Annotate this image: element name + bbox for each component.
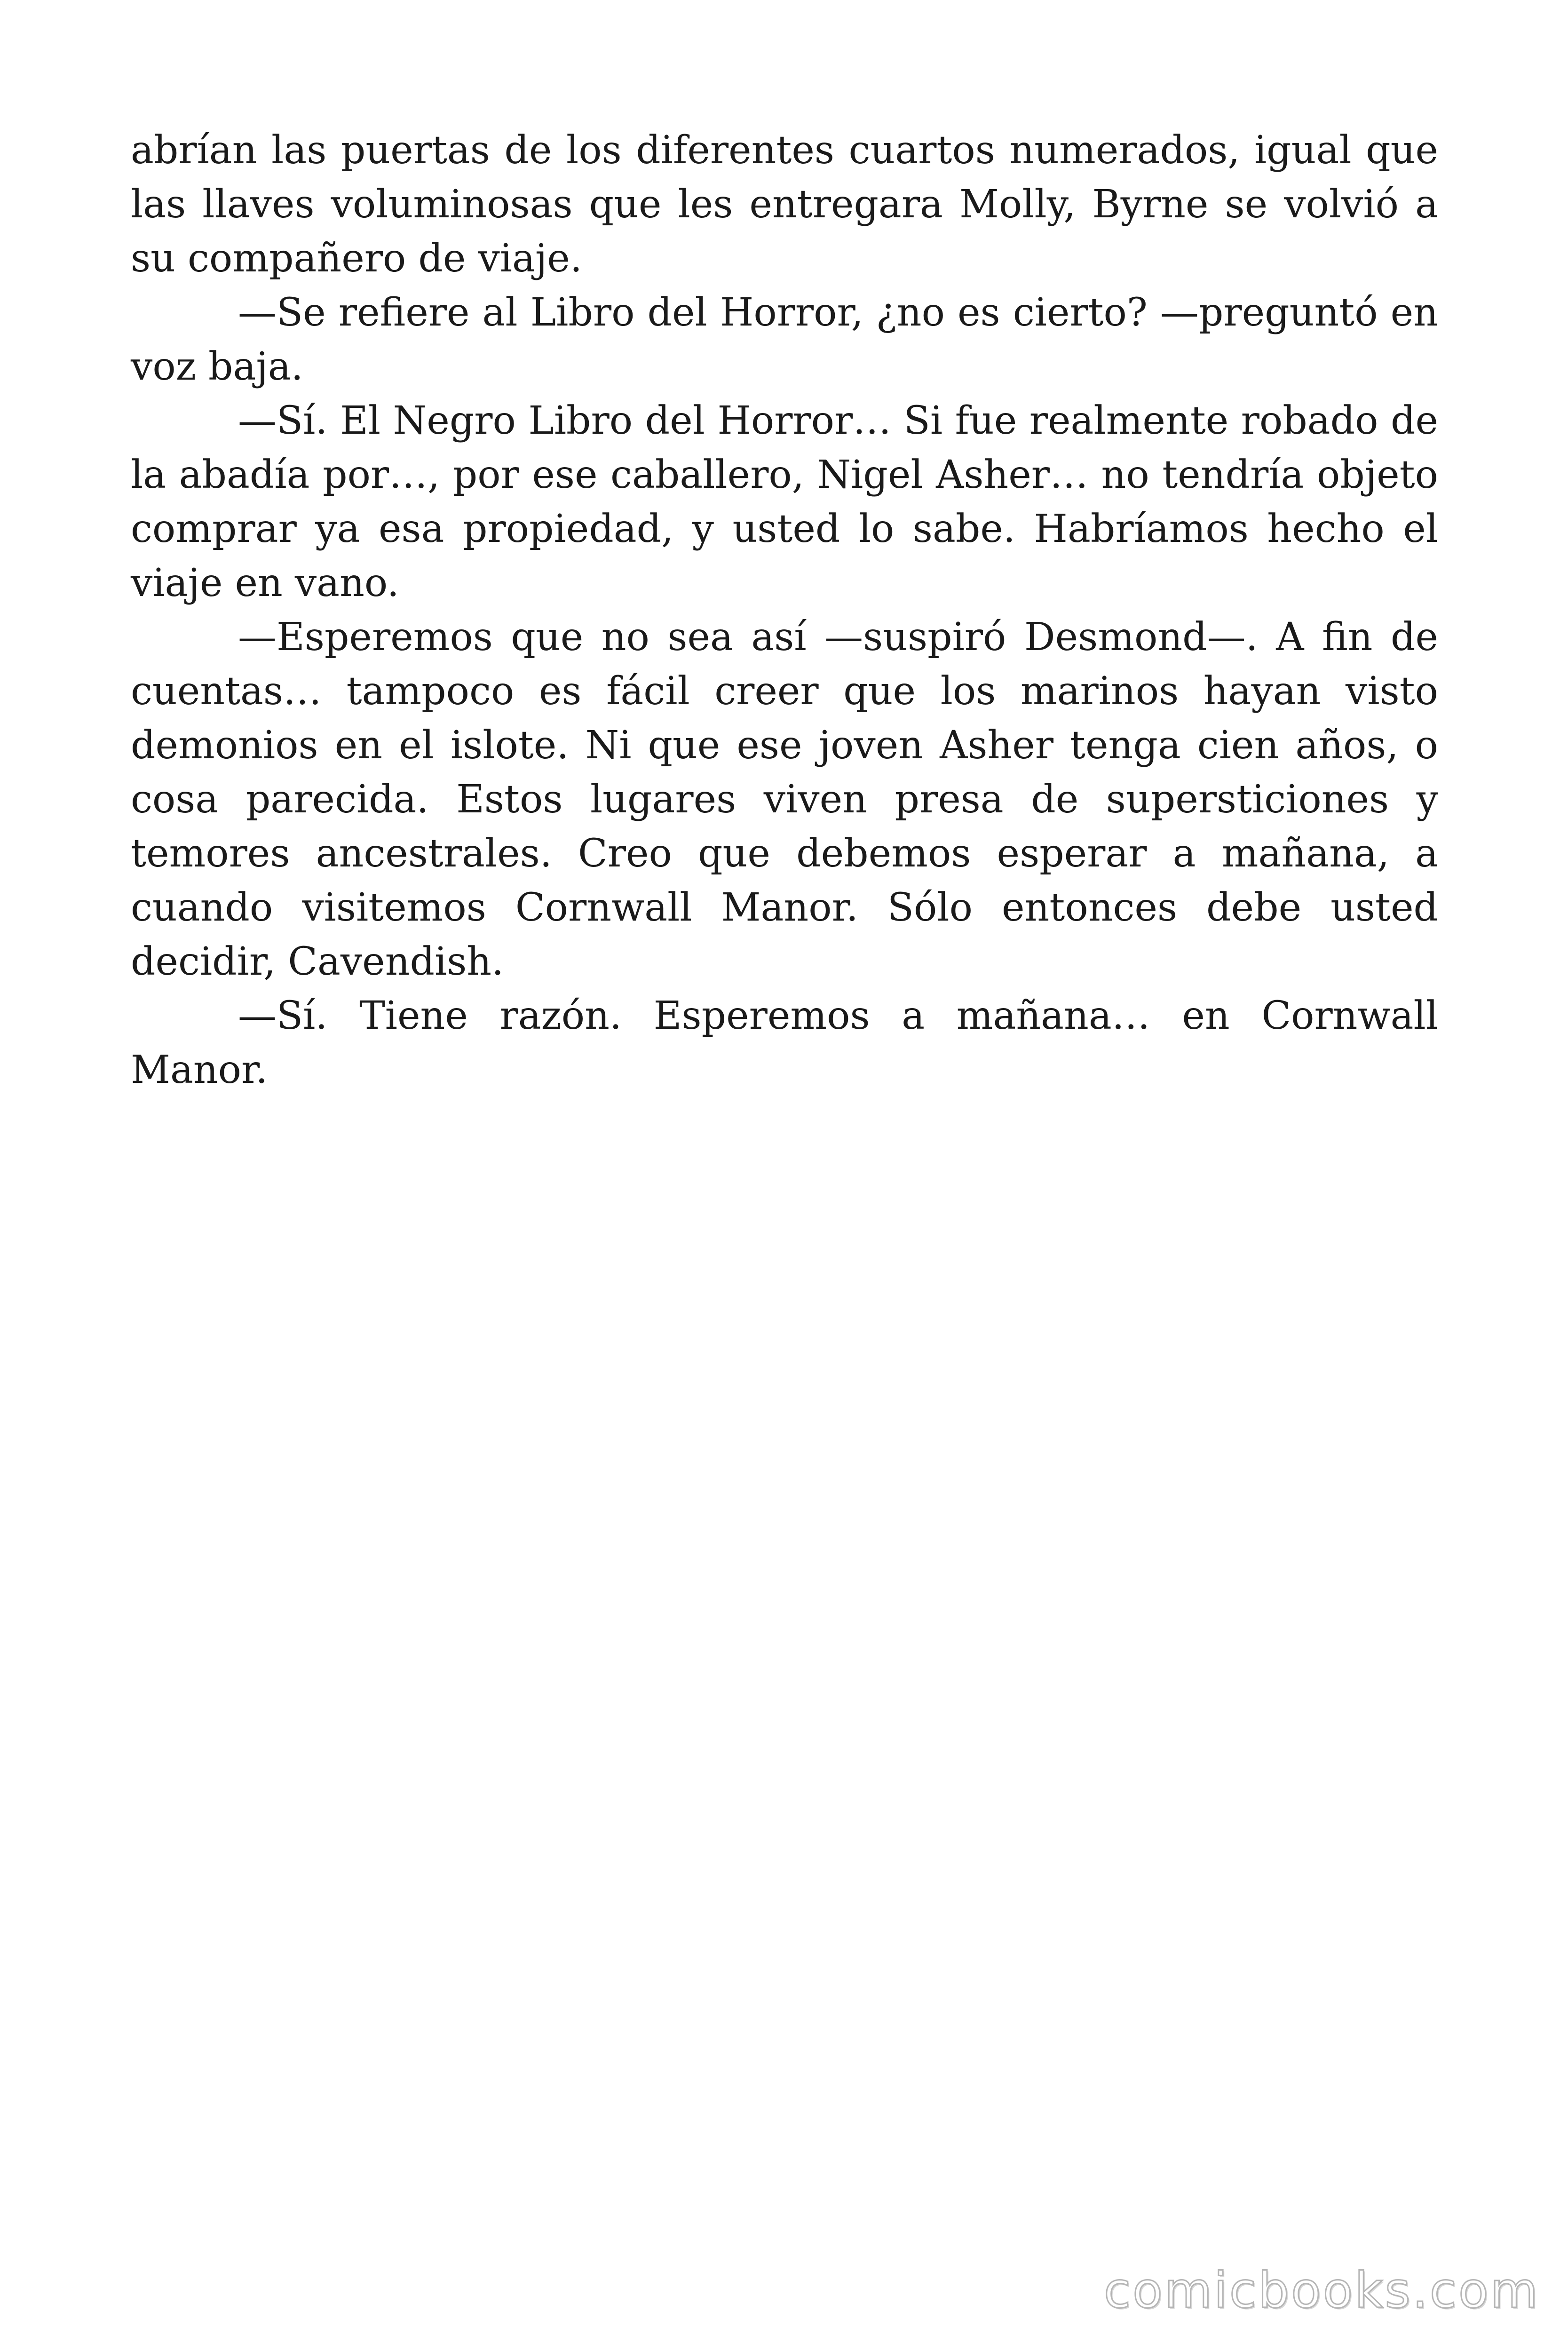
page-body xyxy=(131,123,1438,1097)
paragraph: abrían las puertas de los diferentes cuartos numerados, igual que las llaves voluminosas que les entregara Molly, Byrne se volvió a su compañero de viaje. xyxy=(131,128,1438,281)
paragraph: —Sí. Tiene razón. Esperemos a mañana… en Cornwall Manor. xyxy=(131,993,1438,1092)
paragraph: —Esperemos que no sea así —suspiró Desmond—. A fin de cuentas… tampoco es fácil creer que los marinos hayan visto demonios en el islote. Ni que ese joven Asher tenga cien años, o cosa parecida. Estos lugares viven presa de supersticiones y temores ancestrales. Creo que debemos esperar a mañana, a cuando visitemos Cornwall Manor. Sólo entonces debe usted decidir, Cavendish. xyxy=(131,615,1438,984)
watermark: comicbooks.com xyxy=(1103,2262,1540,2319)
paragraph: —Sí. El Negro Libro del Horror… Si fue realmente robado de la abadía por…, por ese caballero, Nigel Asher… no tendría objeto comprar ya esa propiedad, y usted lo sabe. Habríamos hecho el viaje en vano. xyxy=(131,398,1438,605)
paragraph: —Se refiere al Libro del Horror, ¿no es cierto? —preguntó en voz baja. xyxy=(131,290,1438,389)
